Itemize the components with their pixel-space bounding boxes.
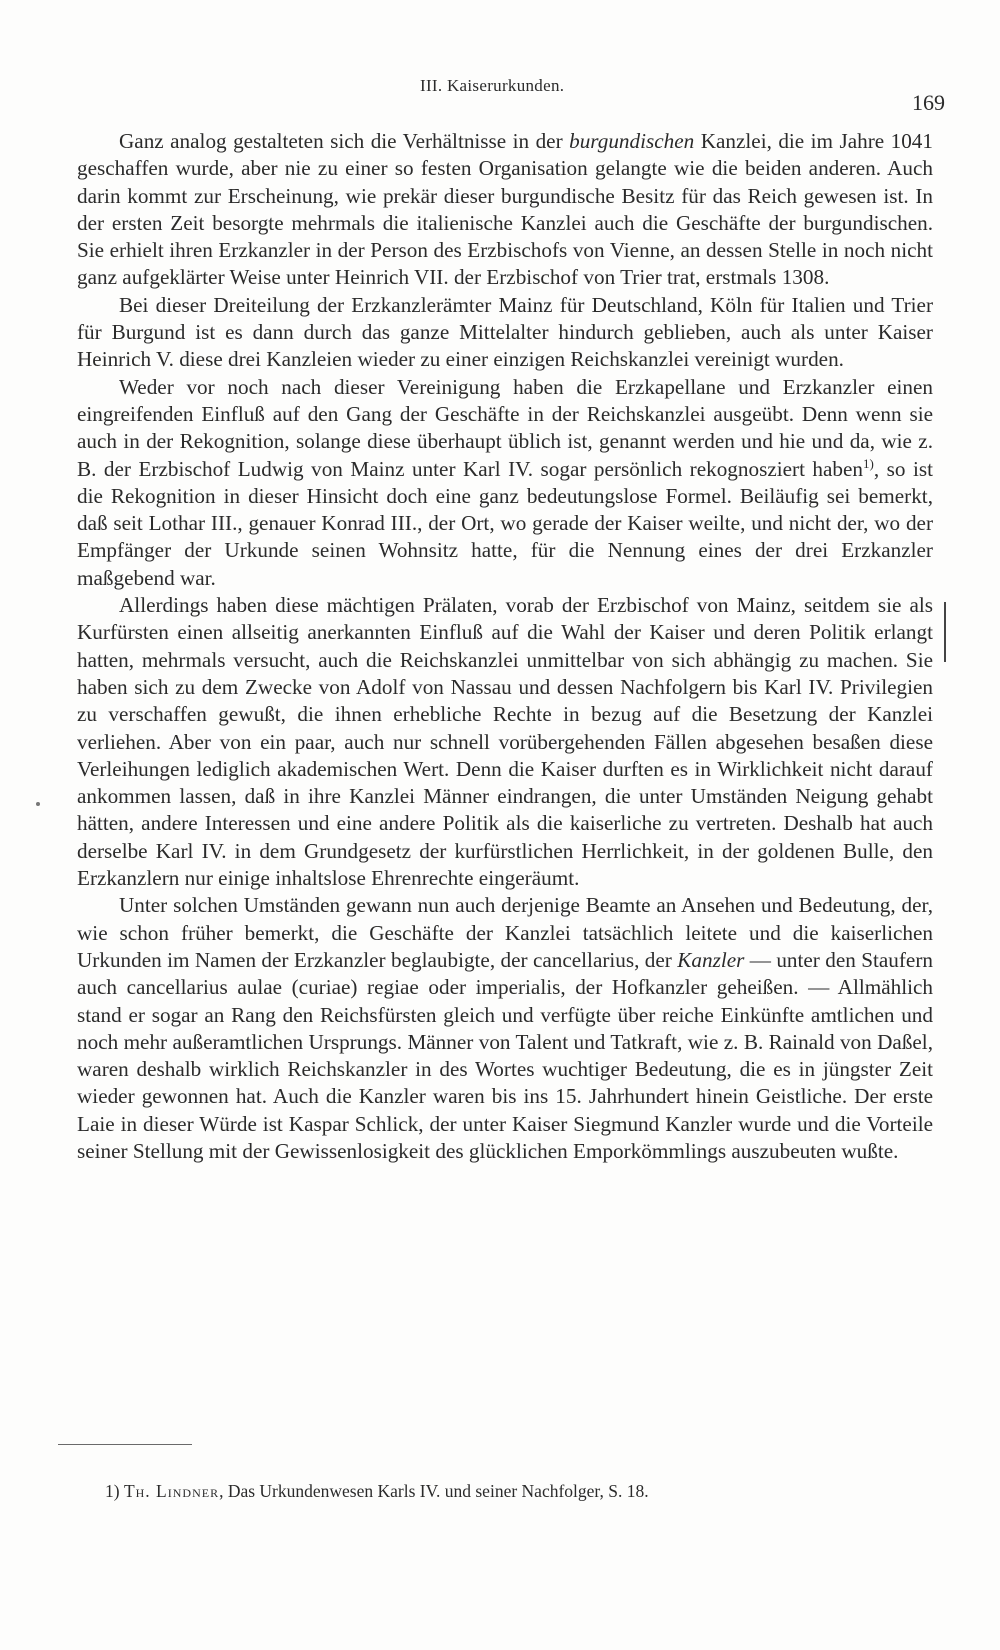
paragraph-1 — [77, 128, 933, 292]
running-head: III. Kaiserurkunden. — [420, 76, 565, 95]
footnote-text: , Das Urkundenwesen Karls IV. und seiner Nachfolger, S. 18. — [219, 1481, 649, 1501]
footnote — [105, 1480, 925, 1502]
paragraph-3-text-a: Weder vor noch nach dieser Vereinigung haben die Erzkapellane und Erzkanzler einen eingreifenden Einfluß auf den Gang der Geschäfte in der Reichskanzlei ausgeübt. Denn wenn sie auch in der Rekognition, solange diese überhaupt üblich ist, genannt werden und hie und da, wie z. B. der Erzbischof Ludwig von Mainz unter Karl IV. sogar persönlich rekognosziert haben — [77, 374, 933, 481]
page-number: 169 — [912, 90, 945, 115]
paragraph-1-text-a: Ganz analog gestalteten sich die Verhältnisse in der — [119, 129, 570, 153]
paragraph-1-emphasis: burgundischen — [569, 129, 695, 153]
paragraph-4: Allerdings haben diese mächtigen Prälaten, vorab der Erzbischof von Mainz, seitdem sie als Kurfürsten einen allseitig anerkannten Einfluß auf die Wahl der Kaiser und deren Politik erlangt hatten, mehrmals versucht, auch die Reichskanzlei unmittelbar von sich abhängig zu machen. Sie haben sich zu dem Zwecke von Adolf von Nassau und dessen Nachfolgern bis Karl IV. Privilegien zu verschaffen gewußt, die ihnen erhebliche Rechte in bezug auf die Besetzung der Kanzlei verliehen. Aber von ein paar, auch nur schnell vorübergehenden Fällen abgesehen besaßen diese Verleihungen lediglich akademischen Wert. Denn die Kaiser durften es in Wirklichkeit nicht darauf ankommen lassen, daß in ihre Kanzlei Männer eindrangen, die unter Umständen Neigung gehabt hätten, andere Interessen und eine andere Politik als die kaiserliche zu vertreten. Deshalb hat auch derselbe Karl IV. in dem Grundgesetz der kurfürstlichen Herrlichkeit, in der goldenen Bulle, den Erzkanzlern nur einige inhaltslose Ehrenrechte eingeräumt. — [77, 593, 933, 891]
paragraph-3 — [77, 374, 933, 592]
paragraph-2: Bei dieser Dreiteilung der Erzkanzlerämter Mainz für Deutschland, Köln für Italien und Trier für Burgund ist es dann durch das ganze Mittelalter hindurch geblieben, auch als unter Kaiser Heinrich V. diese drei Kanzleien wieder zu einer einzigen Reichskanzlei vereinigt wurden. — [77, 292, 933, 372]
edge-mark — [944, 602, 946, 662]
footnote-divider — [58, 1444, 192, 1445]
body-text — [77, 128, 933, 1165]
footnote-reference[interactable]: 1) — [863, 455, 874, 471]
footnote-author: Th. Lindner — [123, 1481, 220, 1501]
paragraph-5-text-a: Unter solchen Umständen gewann nun auch derjenige Beamte an Ansehen und Bedeutung, der, wie schon früher bemerkt, die Geschäfte der Kanzlei tatsächlich leitete und die kaiserlichen Urkunden im Namen der Erzkanzler beglaubigte, der cancellarius, der — [77, 893, 933, 972]
paragraph-1-text-b: Kanzlei, die im Jahre 1041 geschaffen wurde, aber nie zu einer so festen Organisation gelangte wie die beiden anderen. Auch darin kommt zur Erscheinung, wie prekär dieser burgundische Besitz für das Reich gewesen ist. In der ersten Zeit besorgte mehrmals die italienische Kanzlei auch die Geschäfte der burgundischen. Sie erhielt ihren Erzkanzler in der Person des Erzbischofs von Vienne, an dessen Stelle in noch nicht ganz aufgeklärter Weise unter Heinrich VII. der Erzbischof von Trier trat, erstmals 1308. — [77, 129, 933, 290]
paragraph-5 — [77, 892, 933, 1165]
paragraph-5-text-b: — unter den Staufern auch cancellarius aulae (curiae) regiae oder imperialis, der Hofkanzler geheißen. — Allmählich stand er sogar an Rang den Reichsfürsten gleich und verfügte über reiche Einkünfte amtlichen und noch mehr außeramtlichen Ursprungs. Männer von Talent und Tatkraft, wie z. B. Rainald von Daßel, waren deshalb wirklich Reichskanzler in des Wortes wuchtiger Bedeutung, die es in jüngster Zeit wieder gewonnen hat. Auch die Kanzler waren bis ins 15. Jahrhundert hinein Geistliche. Der erste Laie in dieser Würde ist Kaspar Schlick, der unter Kaiser Siegmund Kanzler wurde und die Vorteile seiner Stellung mit der Gewissenlosigkeit des glücklichen Emporkömmlings auszubeuten wußte. — [77, 947, 933, 1163]
paragraph-3-text-b: , so ist die Rekognition in dieser Hinsicht doch eine ganz bedeutungslose Formel. Beiläufig sei bemerkt, daß seit Lothar III., genauer Konrad III., der Ort, wo gerade der Kaiser weilte, und nicht der, wo der Empfänger der Urkunde seinen Wohnsitz hatte, für die Nennung eines der drei Erzkanzler maßgebend war. — [77, 456, 933, 590]
margin-dot — [36, 802, 40, 806]
paragraph-5-emphasis: Kanzler — [677, 947, 745, 972]
footnote-marker: 1) — [105, 1481, 120, 1501]
